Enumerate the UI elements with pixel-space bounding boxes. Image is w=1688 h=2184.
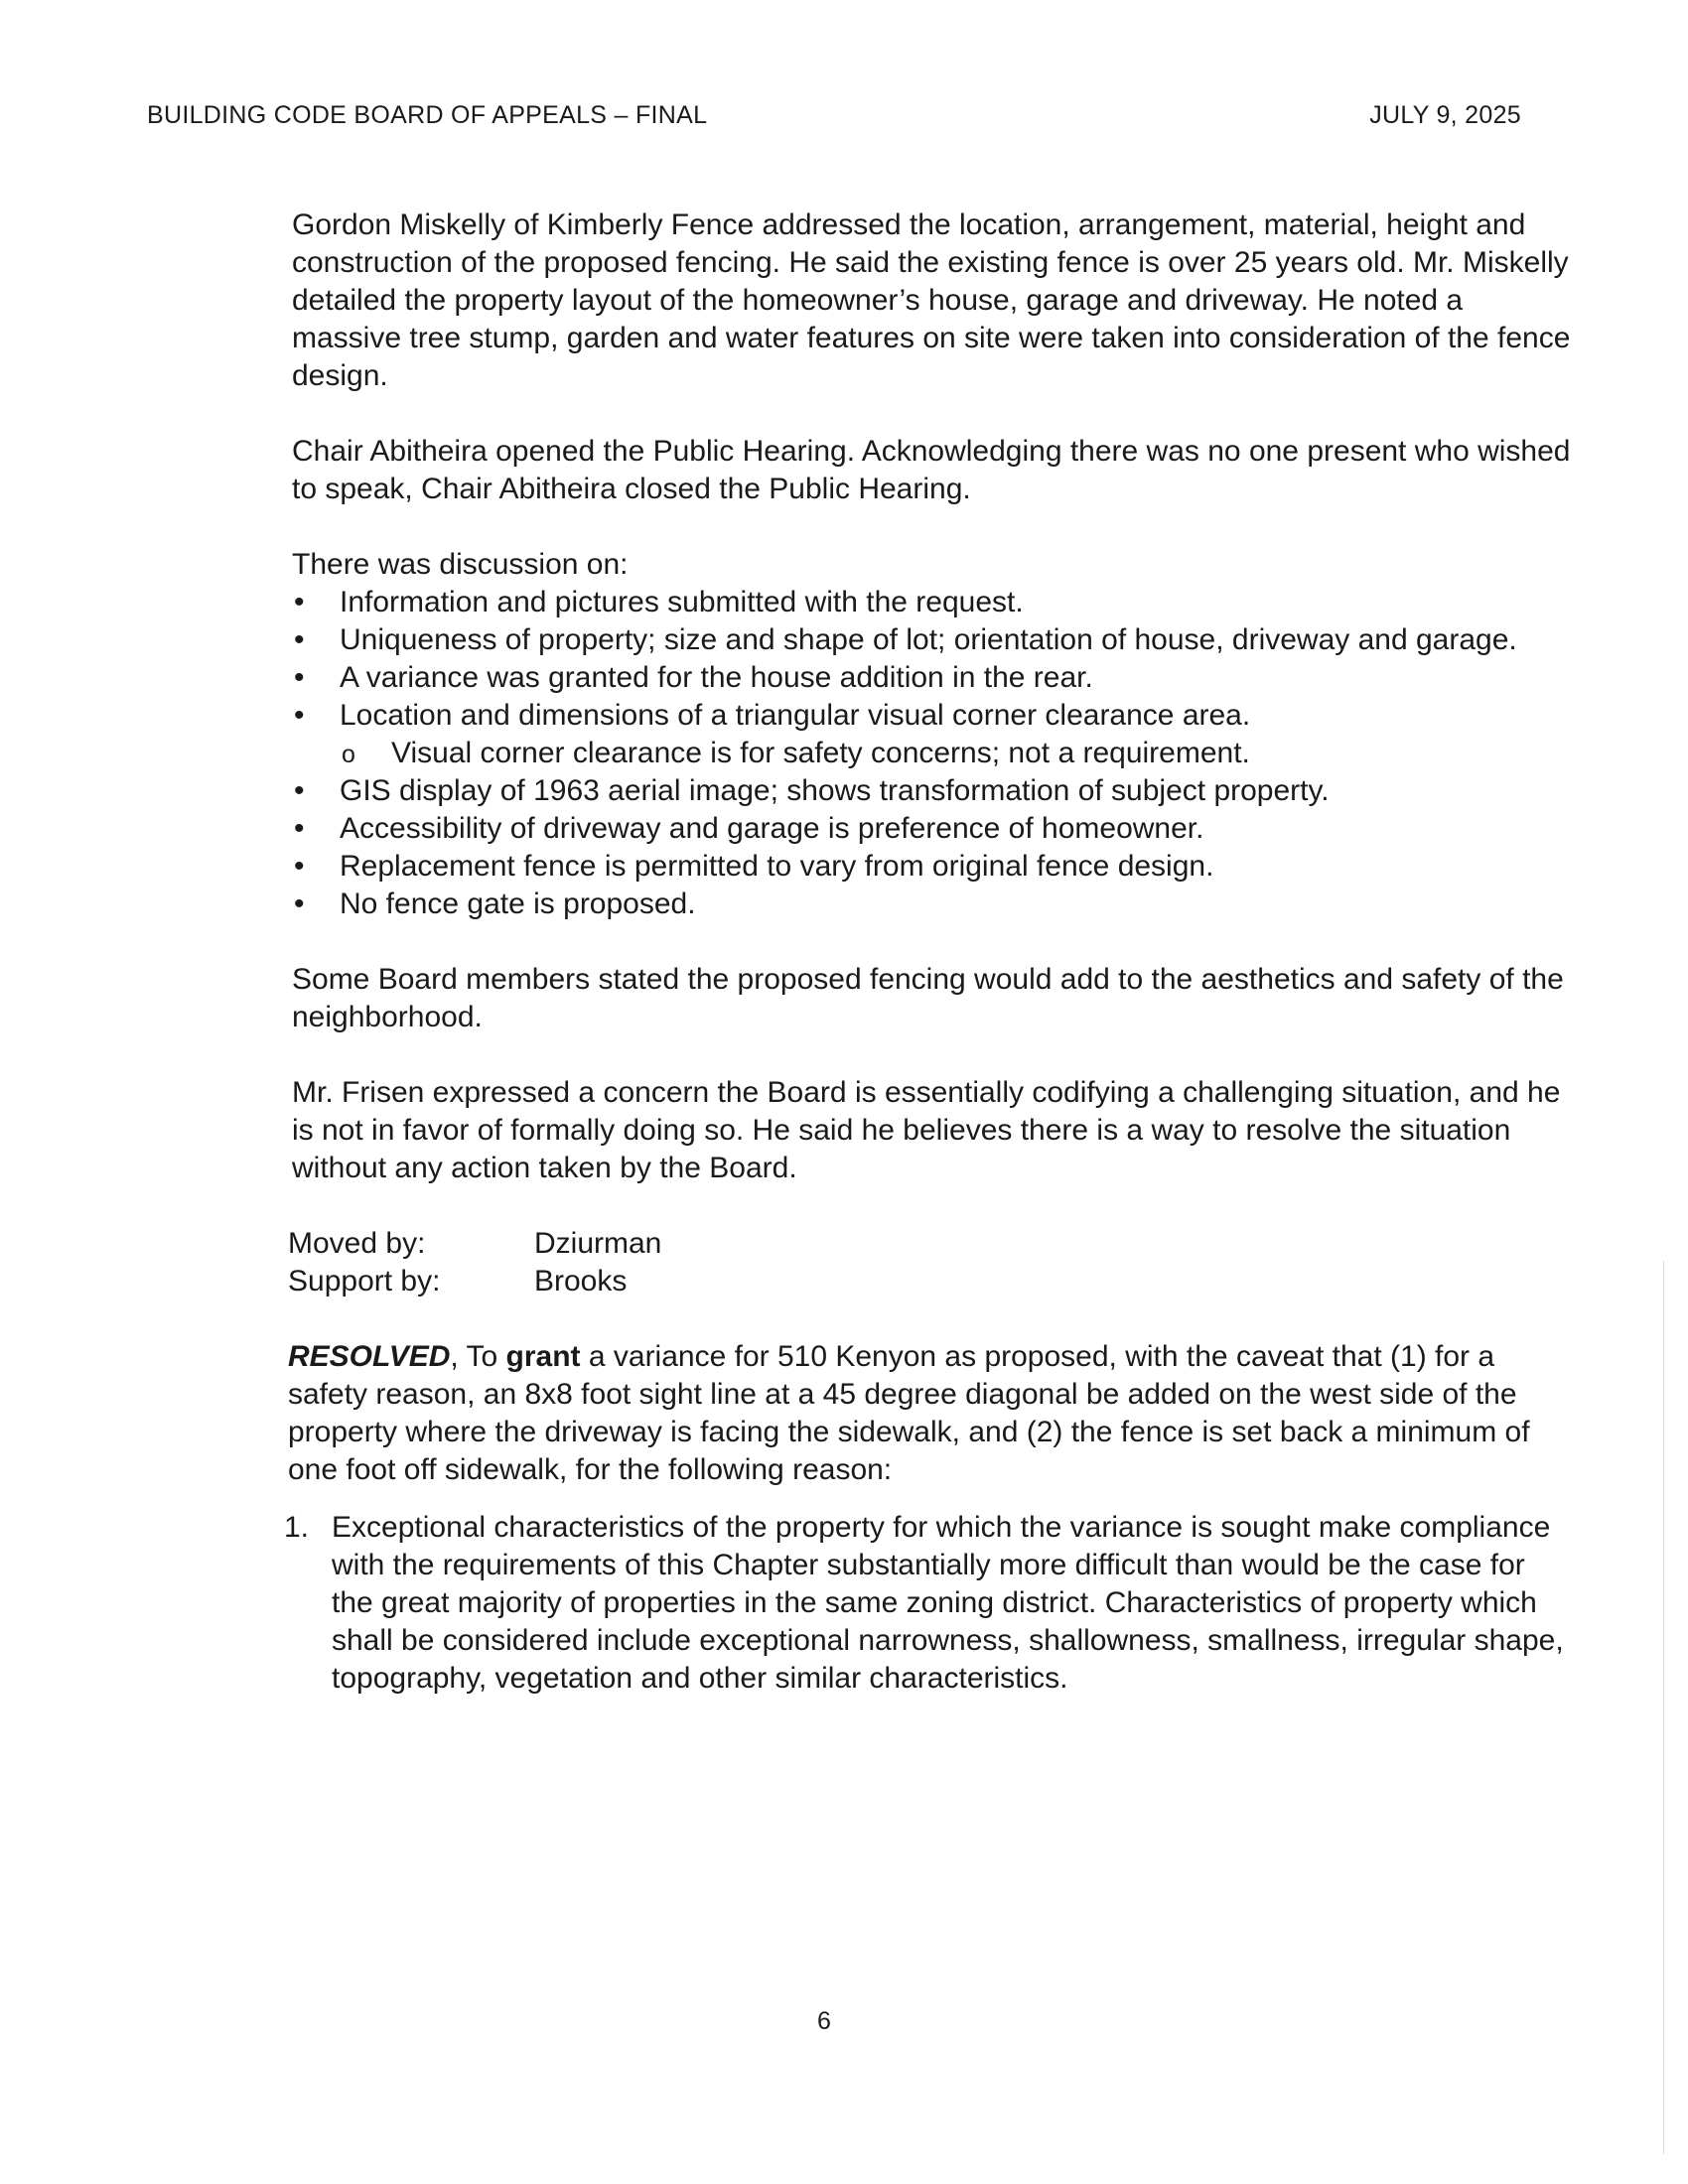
resolved-keyword: RESOLVED <box>288 1340 451 1373</box>
list-item <box>292 772 1573 810</box>
support-by-label: Support by: <box>288 1265 441 1297</box>
document-body <box>284 206 1573 1698</box>
resolution-paragraph <box>288 1338 1573 1489</box>
bullet-marker: • <box>294 850 305 883</box>
reason-number: 1. <box>284 1511 310 1544</box>
list-item <box>292 810 1573 848</box>
list-item-text: No fence gate is proposed. <box>340 887 696 920</box>
reason-text: Exceptional characteristics of the property for which the variance is sought make compliance with the requirements of this Chapter substantially more difficult than would be the case for the great majority of properties in the same zoning district. Characteristics of property which shall be considered include exceptional narrowness, shallowness, smallness, irregular shape, topography, vegetation and other similar characteristics. <box>332 1511 1564 1695</box>
list-item <box>292 848 1573 886</box>
list-item-text: Information and pictures submitted with the request. <box>340 586 1024 618</box>
sub-list-item-text: Visual corner clearance is for safety concerns; not a requirement. <box>391 737 1250 769</box>
sub-bullet-marker: o <box>342 741 355 768</box>
support-by-value: Brooks <box>534 1265 628 1297</box>
list-item <box>292 886 1573 923</box>
bullet-marker: • <box>294 699 305 732</box>
bullet-marker: • <box>294 623 305 656</box>
resolution-text-a: , To <box>450 1340 506 1373</box>
moved-by-row <box>288 1225 1573 1263</box>
bullet-marker: • <box>294 887 305 920</box>
paragraph-public-hearing: Chair Abitheira opened the Public Hearing. Acknowledging there was no one present who wished to speak, Chair Abitheira closed the Public Hearing. <box>292 435 1571 505</box>
sub-list <box>340 735 1573 772</box>
bullet-marker: • <box>294 812 305 845</box>
list-item-text: Accessibility of driveway and garage is preference of homeowner. <box>340 812 1204 845</box>
paragraph-frisen-concern: Mr. Frisen expressed a concern the Board is essentially codifying a challenging situation, and he is not in favor of formally doing so. He said he believes there is a way to resolve the situation without any action taken by the Board. <box>292 1076 1561 1184</box>
list-item <box>292 659 1573 697</box>
list-item <box>292 584 1573 621</box>
bullet-marker: • <box>294 661 305 694</box>
bullet-marker: • <box>294 586 305 618</box>
moved-by-label: Moved by: <box>288 1227 426 1260</box>
resolution-text-b: a variance for 510 Kenyon as proposed, with the caveat that (1) for a safety reason, an 8x8 foot sight line at a 45 degree diagonal be added on the west side of the property where the driveway is facing the sidewalk, and (2) the fence is set back a minimum of one foot off sidewalk, for the following reason: <box>288 1340 1530 1486</box>
list-item-text: A variance was granted for the house addition in the rear. <box>340 661 1093 694</box>
moved-by-value: Dziurman <box>534 1227 662 1260</box>
discussion-list <box>292 584 1573 923</box>
list-item <box>292 621 1573 659</box>
paragraph-fence-presentation: Gordon Miskelly of Kimberly Fence addressed the location, arrangement, material, height and construction of the proposed fencing. He said the existing fence is over 25 years old. Mr. Miskelly detailed the property layout of the homeowner’s house, garage and driveway. He noted a massive tree stump, garden and water features on site were taken into consideration of the fence design. <box>292 208 1571 392</box>
list-item <box>292 697 1573 772</box>
motion-block <box>288 1225 1573 1300</box>
reason-item <box>284 1509 1573 1698</box>
page-number: 6 <box>817 2007 831 2035</box>
list-item-text: Replacement fence is permitted to vary from original fence design. <box>340 850 1214 883</box>
list-item-text: Location and dimensions of a triangular visual corner clearance area. <box>340 699 1251 732</box>
grant-keyword: grant <box>505 1340 581 1373</box>
bullet-marker: • <box>294 774 305 807</box>
list-item-text: GIS display of 1963 aerial image; shows transformation of subject property. <box>340 774 1330 807</box>
support-by-row <box>288 1263 1573 1300</box>
paragraph-board-aesthetics: Some Board members stated the proposed fencing would add to the aesthetics and safety of the neighborhood. <box>292 963 1564 1033</box>
list-item-text: Uniqueness of property; size and shape of lot; orientation of house, driveway and garage. <box>340 623 1517 656</box>
header-title: BUILDING CODE BOARD OF APPEALS – FINAL <box>147 101 708 129</box>
sub-list-item <box>340 735 1573 772</box>
scan-edge-line <box>1663 1261 1664 2154</box>
discussion-intro: There was discussion on: <box>292 548 629 581</box>
reasons-list <box>284 1509 1573 1698</box>
header-date: JULY 9, 2025 <box>1369 101 1521 129</box>
